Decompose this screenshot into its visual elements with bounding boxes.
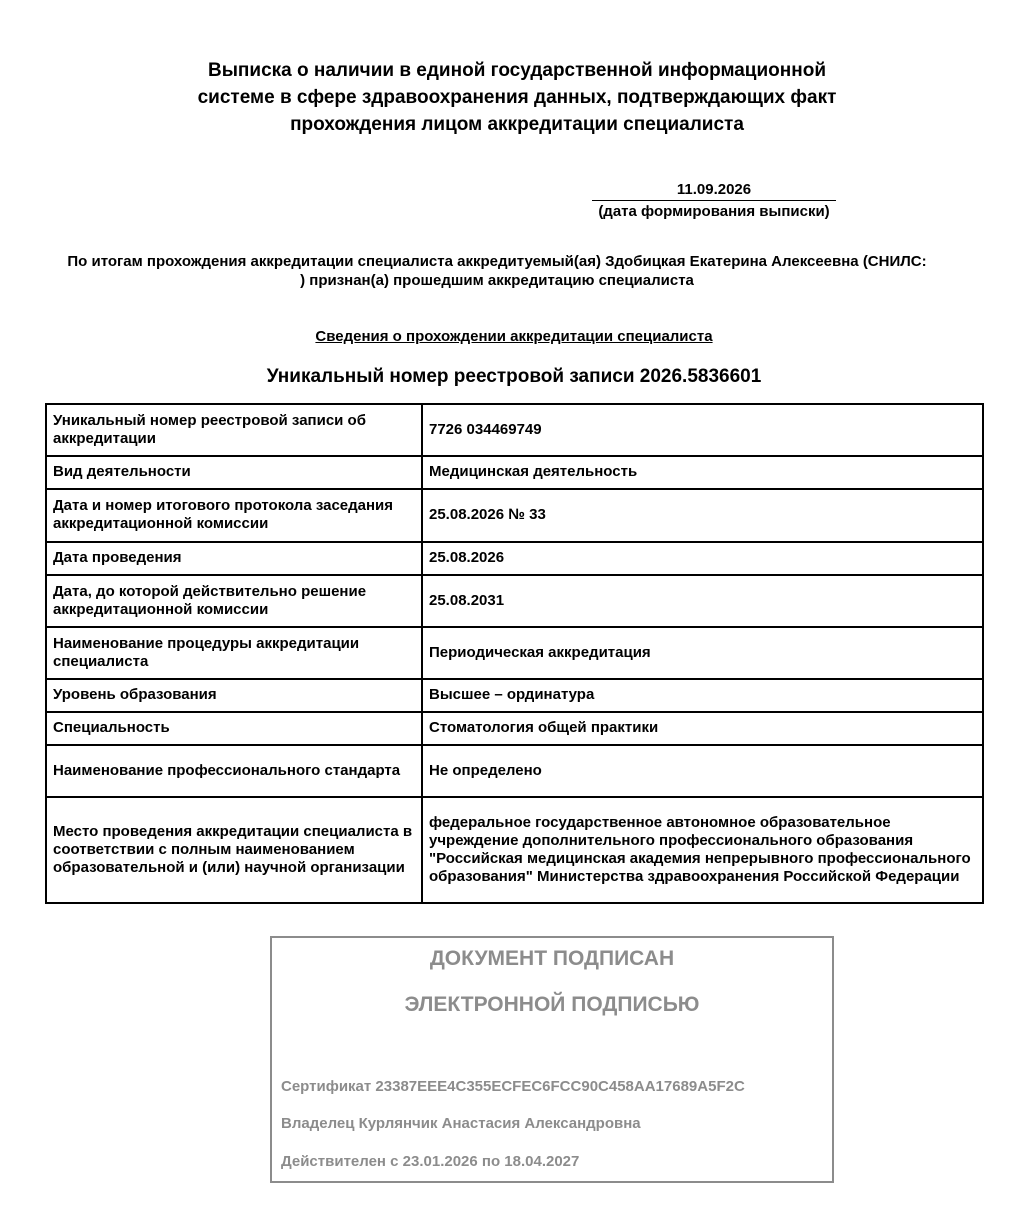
row-value: Периодическая аккредитация [422, 627, 983, 679]
row-label: Уровень образования [46, 679, 422, 712]
section-title: Сведения о прохождении аккредитации специалиста [315, 328, 713, 345]
table-row [46, 489, 983, 542]
issue-date-caption: (дата формирования выписки) [598, 203, 830, 220]
row-label: Дата, до которой действительно решение аккредитационной комиссии [46, 575, 422, 627]
row-value: федеральное государственное автономное образовательное учреждение дополнительного профессионального образования "Российская медицинская академия непрерывного профессионального образования" Министерства здравоохранения Российской Федерации [422, 797, 983, 903]
result-line: ) признан(а) прошедшим аккредитацию специалиста [300, 272, 694, 289]
row-label: Вид деятельности [46, 456, 422, 489]
table-row [46, 679, 983, 712]
issue-date: 11.09.2026 [592, 181, 836, 201]
row-value: Медицинская деятельность [422, 456, 983, 489]
table-row [46, 575, 983, 627]
row-label: Дата проведения [46, 542, 422, 575]
stamp-heading: ДОКУМЕНТ ПОДПИСАН [429, 947, 675, 970]
table-row [46, 542, 983, 575]
accreditation-result [40, 252, 954, 290]
row-label: Специальность [46, 712, 422, 745]
row-value: 25.08.2026 [422, 542, 983, 575]
table-row [46, 627, 983, 679]
row-label: Наименование процедуры аккредитации специалиста [46, 627, 422, 679]
row-label: Уникальный номер реестровой записи об аккредитации [46, 404, 422, 456]
row-label: Дата и номер итогового протокола заседания аккредитационной комиссии [46, 489, 422, 542]
row-value: Не определено [422, 745, 983, 797]
table-row [46, 712, 983, 745]
title-line: прохождения лицом аккредитации специалиста [290, 114, 744, 135]
document-title [160, 57, 874, 138]
row-label: Наименование профессионального стандарта [46, 745, 422, 797]
row-label: Место проведения аккредитации специалиста в соответствии с полным наименованием образовательной и (или) научной организации [46, 797, 422, 903]
certificate-validity: Действителен с 23.01.2026 по 18.04.2027 [281, 1153, 580, 1170]
title-line: системе в сфере здравоохранения данных, подтверждающих факт [197, 87, 837, 108]
row-value: Стоматология общей практики [422, 712, 983, 745]
row-value: 7726 034469749 [422, 404, 983, 456]
issue-date-block [592, 181, 836, 221]
stamp-heading: ЭЛЕКТРОННОЙ ПОДПИСЬЮ [404, 993, 700, 1016]
table-row [46, 404, 983, 456]
accreditation-table [45, 403, 984, 904]
table-row [46, 797, 983, 903]
result-line: По итогам прохождения аккредитации специалиста аккредитуемый(ая) Здобицкая Екатерина Алексеевна (СНИЛС: [67, 253, 927, 270]
table-row [46, 745, 983, 797]
row-value: 25.08.2026 № 33 [422, 489, 983, 542]
row-value: 25.08.2031 [422, 575, 983, 627]
registry-heading: Уникальный номер реестровой записи 2026.5836601 [266, 366, 762, 387]
certificate-owner: Владелец Курлянчик Анастасия Александровна [281, 1115, 641, 1132]
table-row [46, 456, 983, 489]
certificate-number: Сертификат 23387EEE4C355ECFEC6FCC90C458AA17689A5F2C [281, 1078, 745, 1095]
row-value: Высшее – ординатура [422, 679, 983, 712]
electronic-signature-stamp [270, 936, 834, 1183]
title-line: Выписка о наличии в единой государственной информационной [207, 60, 827, 81]
